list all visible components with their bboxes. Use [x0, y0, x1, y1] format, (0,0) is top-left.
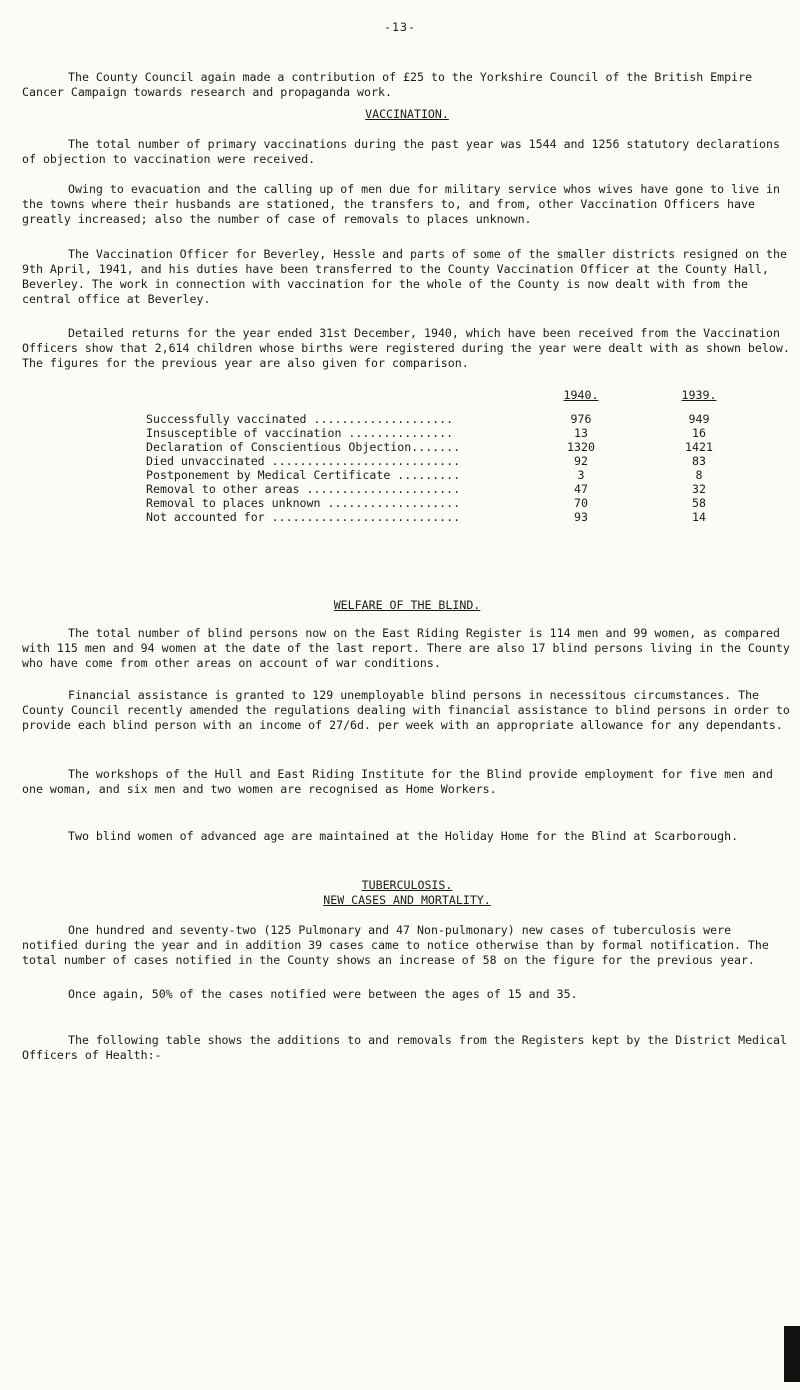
table-row	[146, 412, 746, 426]
blind-heading: WELFARE OF THE BLIND.	[333, 598, 481, 612]
row-value-1939: 83	[692, 454, 706, 468]
vaccination-para-2	[22, 182, 792, 227]
page-number: -13-	[384, 20, 416, 34]
vaccination-para-1	[22, 137, 792, 167]
row-value-1939: 32	[692, 482, 706, 496]
blind-text-2: Financial assistance is granted to 129 unemployable blind persons in necessitous circumstances. The County Council recently amended the regulations dealing with financial assistance to blind persons in order to provide each blind person with an income of 27/6d. per week with an appropriate allowance for any dependants.	[22, 688, 790, 732]
row-label: Removal to other areas ......................	[146, 482, 461, 496]
vaccination-text-2: Owing to evacuation and the calling up of men due for military service whos wives have gone to live in the towns where their husbands are stationed, the transfers to, and from, other Vaccination Officers have greatly increased; also the number of case of removals to places unknown.	[22, 182, 780, 226]
blind-text-4: Two blind women of advanced age are maintained at the Holiday Home for the Blind at Scarborough.	[68, 829, 739, 843]
row-value-1939: 58	[692, 496, 706, 510]
blind-text-1: The total number of blind persons now on the East Riding Register is 114 men and 99 women, as compared with 115 men and 94 women at the date of the last report. There are also 17 blind persons living in the County who have come from other areas on account of war conditions.	[22, 626, 790, 670]
row-value-1940: 70	[574, 496, 588, 510]
blind-para-2	[22, 688, 792, 733]
row-value-1940: 93	[574, 510, 588, 524]
tb-text-1: One hundred and seventy-two (125 Pulmonary and 47 Non-pulmonary) new cases of tuberculosis were notified during the year and in addition 39 cases came to notice otherwise than by formal notification. The total number of cases notified in the County shows an increase of 58 on the figure for the previous year.	[22, 923, 769, 967]
vaccination-text-3: The Vaccination Officer for Beverley, Hessle and parts of some of the smaller districts resigned on the 9th April, 1941, and his duties have been transferred to the County Vaccination Officer at the County Hall, Beverley. The work in connection with vaccination for the whole of the County is now dealt with from the central office at Beverley.	[22, 247, 787, 306]
row-value-1940: 976	[570, 412, 592, 426]
row-label: Died unvaccinated ...........................	[146, 454, 461, 468]
row-value-1939: 16	[692, 426, 706, 440]
row-value-1939: 8	[695, 468, 703, 482]
row-label: Removal to places unknown ...................	[146, 496, 461, 510]
blind-text-3: The workshops of the Hull and East Riding Institute for the Blind provide employment for five men and one woman, and six men and two women are recognised as Home Workers.	[22, 767, 773, 796]
blind-para-4	[22, 829, 792, 844]
row-value-1939: 949	[688, 412, 710, 426]
row-value-1939: 14	[692, 510, 706, 524]
tb-heading: TUBERCULOSIS.	[361, 878, 453, 892]
row-value-1940: 1320	[567, 440, 595, 454]
vaccination-para-4	[22, 326, 792, 371]
tb-para-1	[22, 923, 792, 968]
tb-text-3: The following table shows the additions to and removals from the Registers kept by the District Medical Officers of Health:-	[22, 1033, 787, 1062]
column-header-1940: 1940.	[563, 388, 599, 402]
vaccination-para-3	[22, 247, 792, 307]
vaccination-text-1: The total number of primary vaccinations during the past year was 1544 and 1256 statutory declarations of objection to vaccination were received.	[22, 137, 780, 166]
row-label: Postponement by Medical Certificate .........	[146, 468, 461, 482]
row-value-1940: 13	[574, 426, 588, 440]
tb-heading-wrap	[22, 878, 792, 908]
intro-text: The County Council again made a contribution of £25 to the Yorkshire Council of the British Empire Cancer Campaign towards research and propaganda work.	[22, 70, 753, 99]
vaccination-table	[146, 388, 746, 524]
tb-text-2: Once again, 50% of the cases notified were between the ages of 15 and 35.	[68, 987, 578, 1001]
table-row	[146, 496, 746, 510]
table-row	[146, 440, 746, 454]
table-row	[146, 426, 746, 440]
vaccination-heading: VACCINATION.	[365, 107, 449, 121]
row-value-1940: 3	[577, 468, 585, 482]
row-value-1940: 92	[574, 454, 588, 468]
tb-para-3	[22, 1033, 792, 1063]
blind-para-3	[22, 767, 792, 797]
table-header	[146, 388, 746, 406]
vaccination-text-4: Detailed returns for the year ended 31st December, 1940, which have been received from the Vaccination Officers show that 2,614 children whose births were registered during the year were dealt with as shown below. The figures for the previous year are also given for comparison.	[22, 326, 790, 370]
column-header-1939: 1939.	[681, 388, 717, 402]
table-row	[146, 454, 746, 468]
intro-paragraph	[22, 70, 792, 100]
table-row	[146, 482, 746, 496]
row-label: Successfully vaccinated ....................	[146, 412, 454, 426]
row-label: Not accounted for ...........................	[146, 510, 461, 524]
row-label: Insusceptible of vaccination ...............	[146, 426, 454, 440]
vaccination-heading-wrap	[22, 107, 792, 122]
row-label: Declaration of Conscientious Objection.......	[146, 440, 461, 454]
tb-para-2	[22, 987, 792, 1002]
tb-subheading: NEW CASES AND MORTALITY.	[323, 893, 491, 907]
row-value-1939: 1421	[685, 440, 713, 454]
blind-heading-wrap	[22, 598, 792, 613]
row-value-1940: 47	[574, 482, 588, 496]
scan-edge-mark	[784, 1326, 800, 1382]
table-row	[146, 510, 746, 524]
blind-para-1	[22, 626, 792, 671]
table-row	[146, 468, 746, 482]
